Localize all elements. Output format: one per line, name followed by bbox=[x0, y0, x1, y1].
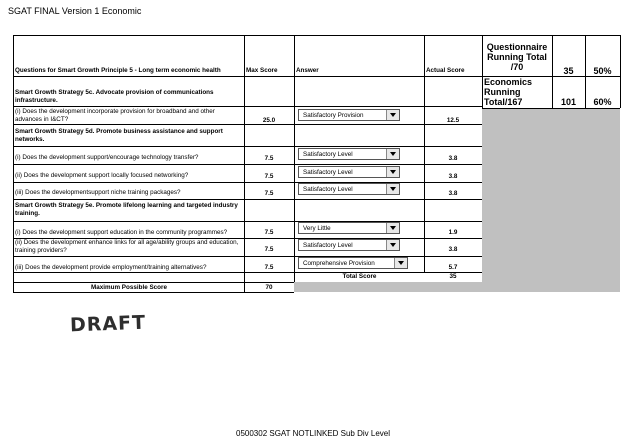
chevron-down-icon[interactable] bbox=[386, 184, 399, 194]
max-score-5d-1: 7.5 bbox=[264, 155, 274, 162]
document-footer: 0500302 SGAT NOTLINKED Sub Div Level bbox=[236, 429, 390, 438]
answer-value: Satisfactory Level bbox=[303, 186, 353, 193]
answer-value: Comprehensive Provision bbox=[303, 260, 375, 267]
total-score-label: Total Score bbox=[342, 273, 377, 280]
actual-score-5e-3: 5.7 bbox=[448, 264, 458, 271]
answer-value: Satisfactory Level bbox=[303, 169, 353, 176]
answer-select-5d-2[interactable] bbox=[298, 166, 400, 178]
question-5d-3: (iii) Does the developmentsupport niche training packages? bbox=[15, 189, 181, 196]
actual-score-5e-1: 1.9 bbox=[448, 229, 458, 236]
answer-value: Satisfactory Level bbox=[303, 242, 353, 249]
strategy-5e-heading: Smart Growth Strategy 5e. Promote lifelong learning and targeted industry training. bbox=[15, 202, 238, 217]
draft-watermark: DRAFT bbox=[69, 311, 147, 337]
header-answer: Answer bbox=[296, 67, 319, 74]
total-score-value: 35 bbox=[449, 273, 457, 280]
actual-score-5e-2: 3.8 bbox=[448, 246, 458, 253]
chevron-down-icon[interactable] bbox=[386, 149, 399, 159]
running-total-value-economics: 101 bbox=[560, 97, 577, 107]
answer-select-5d-3[interactable] bbox=[298, 183, 400, 195]
max-score-5d-2: 7.5 bbox=[264, 173, 274, 180]
answer-select-5d-1[interactable] bbox=[298, 148, 400, 160]
chevron-down-icon[interactable] bbox=[386, 110, 399, 120]
answer-value: Satisfactory Provision bbox=[303, 112, 364, 119]
max-score-5d-3: 7.5 bbox=[264, 190, 274, 197]
chevron-down-icon[interactable] bbox=[386, 223, 399, 233]
answer-select-5c-1[interactable] bbox=[298, 109, 400, 121]
running-total-label-questionnaire: Questionnaire Running Total /70 bbox=[486, 42, 548, 72]
question-5d-1: (i) Does the development support/encourage technology transfer? bbox=[15, 154, 199, 161]
strategy-5c-heading: Smart Growth Strategy 5c. Advocate provision of communications infrastructure. bbox=[15, 89, 214, 104]
chevron-down-icon[interactable] bbox=[386, 240, 399, 250]
actual-score-5c-1: 12.5 bbox=[446, 117, 460, 124]
header-actual-score: Actual Score bbox=[426, 67, 465, 74]
header-questions: Questions for Smart Growth Principle 5 - Long term economic health bbox=[15, 67, 221, 74]
running-total-value-questionnaire: 35 bbox=[563, 66, 574, 76]
document-title: SGAT FINAL Version 1 Economic bbox=[8, 6, 142, 16]
answer-select-5e-3[interactable] bbox=[298, 257, 408, 269]
max-score-5e-3: 7.5 bbox=[264, 264, 274, 271]
max-score-5c-1: 25.0 bbox=[262, 117, 276, 124]
running-total-label-economics: Economics Running Total/167 bbox=[484, 77, 533, 107]
answer-select-5e-2[interactable] bbox=[298, 239, 400, 251]
max-score-5e-1: 7.5 bbox=[264, 229, 274, 236]
header-max-score: Max Score bbox=[246, 67, 278, 74]
question-5e-1: (i) Does the development support education in the community programmes? bbox=[15, 229, 228, 236]
running-total-percent-economics: 60% bbox=[593, 97, 612, 107]
question-5c-1: (i) Does the development incorporate provision for broadband and other advances in I&CT? bbox=[15, 108, 215, 123]
question-5e-2: (ii) Does the development enhance links for all age/ability groups and education, training providers? bbox=[15, 239, 239, 254]
answer-value: Satisfactory Level bbox=[303, 151, 353, 158]
answer-select-5e-1[interactable] bbox=[298, 222, 400, 234]
actual-score-5d-2: 3.8 bbox=[448, 173, 458, 180]
question-5d-2: (ii) Does the development support locally focused networking? bbox=[15, 172, 189, 179]
shaded-area-right bbox=[482, 108, 620, 292]
max-score-5e-2: 7.5 bbox=[264, 246, 274, 253]
max-possible-score-value: 70 bbox=[265, 284, 273, 291]
strategy-5d-heading: Smart Growth Strategy 5d. Promote business assistance and support networks. bbox=[15, 128, 223, 143]
question-5e-3: (iii) Does the development provide employment/training alternatives? bbox=[15, 264, 207, 271]
running-total-percent-questionnaire: 50% bbox=[593, 66, 612, 76]
chevron-down-icon[interactable] bbox=[386, 167, 399, 177]
max-possible-score-label: Maximum Possible Score bbox=[91, 284, 167, 291]
answer-value: Very Little bbox=[303, 225, 331, 232]
actual-score-5d-1: 3.8 bbox=[448, 155, 458, 162]
chevron-down-icon[interactable] bbox=[394, 258, 407, 268]
shaded-area-bottom bbox=[294, 282, 482, 292]
actual-score-5d-3: 3.8 bbox=[448, 190, 458, 197]
